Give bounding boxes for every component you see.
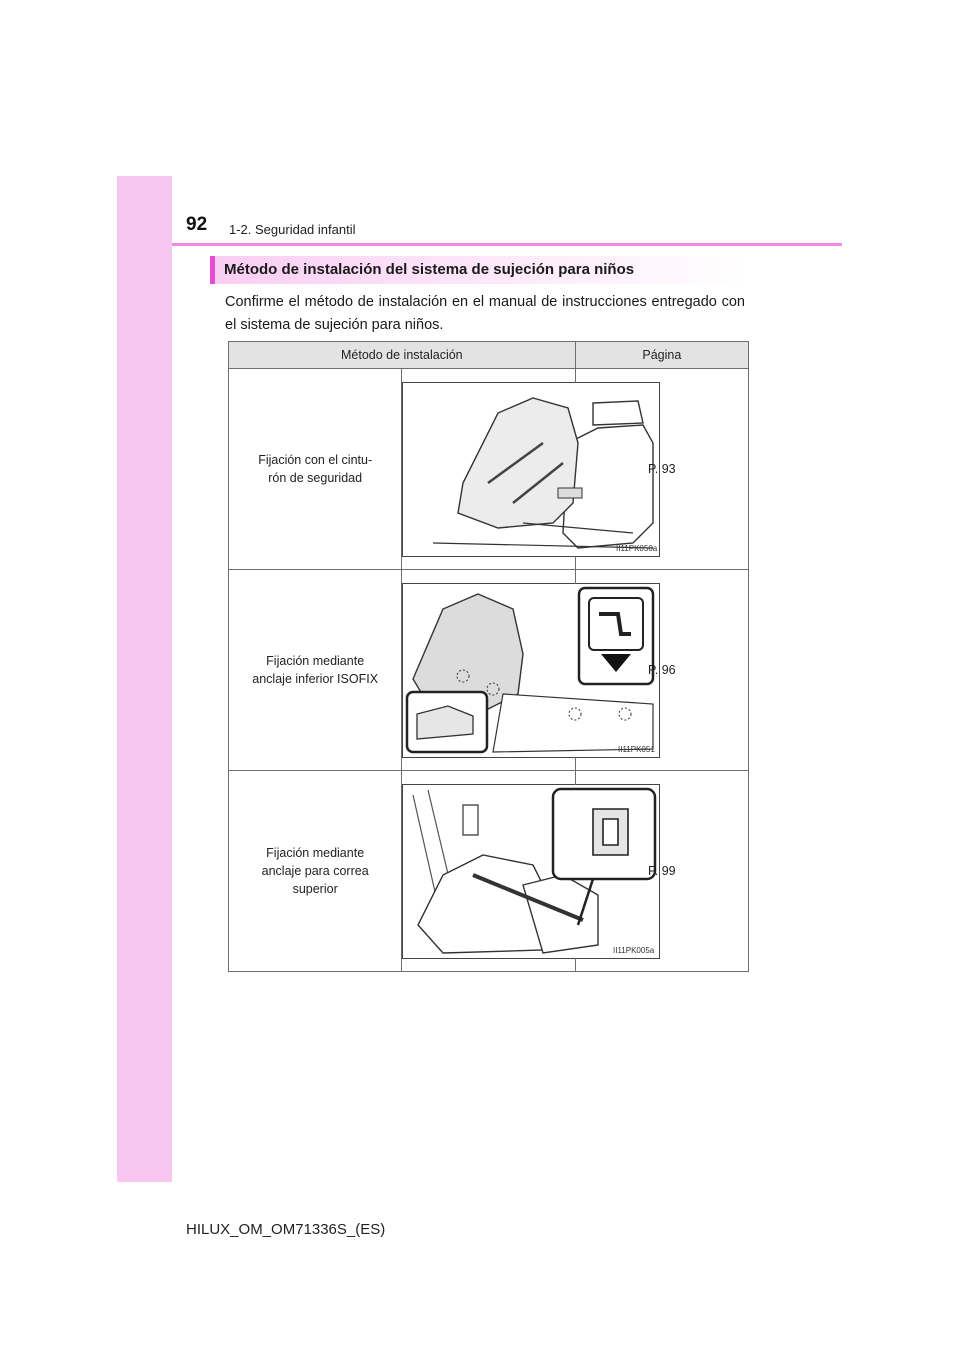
page-reference: P. 99 xyxy=(575,771,748,972)
figure-code: II11PK005a xyxy=(613,945,655,955)
intro-paragraph: Confirme el método de instalación en el manual de instrucciones entregado con el sistema de sujeción para niños. xyxy=(225,294,745,333)
banner-title: Método de instalación del sistema de sujeción para niños xyxy=(224,261,635,278)
top-tether-anchor-illustration xyxy=(402,784,660,959)
document-code: HILUX_OM_OM71336S_(ES) xyxy=(186,1221,386,1238)
method-name-text: Fijación mediante anclaje inferior ISOFIX xyxy=(252,654,379,686)
installation-methods-table xyxy=(228,341,749,972)
table-header-row xyxy=(229,342,749,369)
isofix-anchor-illustration xyxy=(402,583,660,758)
figure-code: II11PK051 xyxy=(618,744,656,754)
method-name xyxy=(229,771,402,972)
table-row xyxy=(229,771,749,972)
header-divider xyxy=(172,243,842,246)
table-row xyxy=(229,570,749,771)
section-title: 1-2. Seguridad infantil xyxy=(229,222,356,237)
method-name-text: Fijación mediante anclaje para correa superior xyxy=(261,846,369,896)
method-name-text: Fijación con el cintu- rón de seguridad xyxy=(258,453,373,485)
page-reference: P. 93 xyxy=(575,369,748,570)
page-reference: P. 96 xyxy=(575,570,748,771)
banner-marker xyxy=(210,256,215,284)
seat-belt-child-seat-illustration xyxy=(402,382,660,557)
table-row xyxy=(229,369,749,570)
column-header-method: Método de instalación xyxy=(229,342,576,369)
page-number: 92 xyxy=(186,214,208,235)
method-name xyxy=(229,369,402,570)
column-header-page: Página xyxy=(575,342,748,369)
figure-code: II11PK050a xyxy=(616,543,658,553)
method-name xyxy=(229,570,402,771)
side-color-band xyxy=(117,176,172,1182)
